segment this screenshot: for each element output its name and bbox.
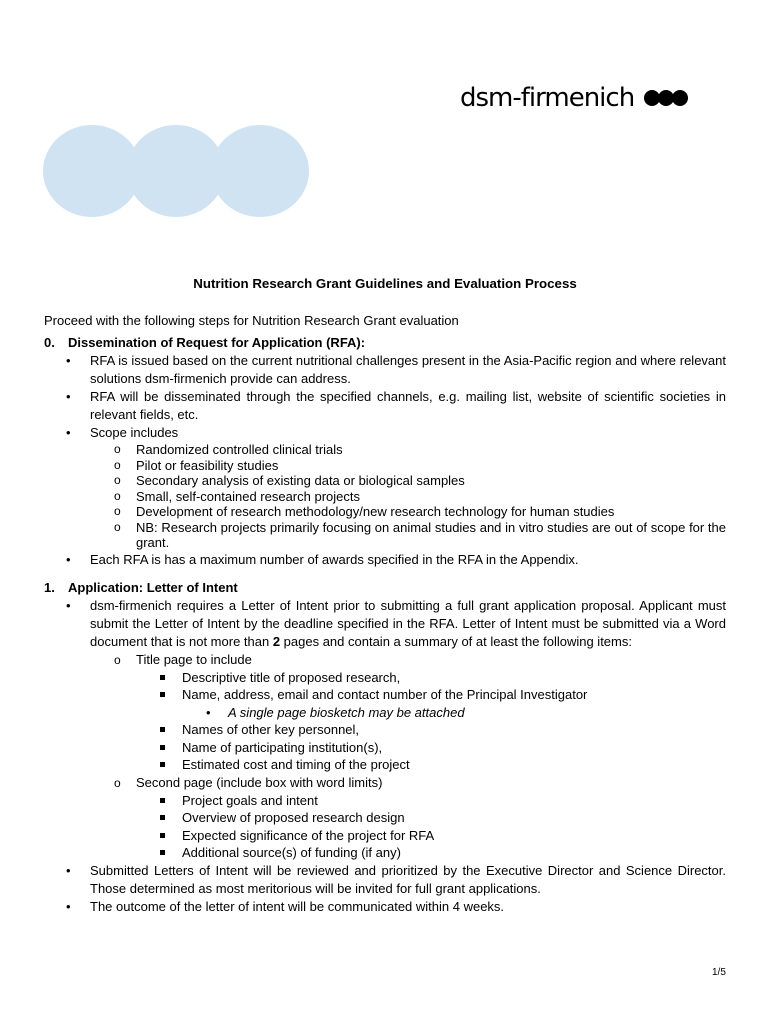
title-page-entry: Names of other key personnel,	[136, 721, 726, 739]
second-page-item	[90, 774, 726, 862]
scope-item: o Small, self-contained research projects	[90, 489, 726, 505]
section-0-list	[44, 352, 726, 569]
biosketch-note: • A single page biosketch may be attached	[182, 704, 726, 722]
title-page-item	[90, 651, 726, 774]
list-item	[44, 424, 726, 551]
second-page-entry: Overview of proposed research design	[136, 809, 726, 827]
circle-shape	[211, 125, 309, 217]
biosketch-list	[182, 704, 726, 722]
page-title: Nutrition Research Grant Guidelines and Evaluation Process	[193, 276, 577, 291]
scope-item: o Development of research methodology/new research technology for human studies	[90, 504, 726, 520]
logo-dots-icon	[644, 90, 688, 106]
scope-list	[90, 442, 726, 551]
scope-label: Scope includes	[90, 425, 179, 440]
page-number: 1/5	[712, 967, 726, 978]
second-page-entry: Additional source(s) of funding (if any)	[136, 844, 726, 862]
second-page-entry: Project goals and intent	[136, 792, 726, 810]
list-item	[44, 597, 726, 862]
loi-pages-list	[90, 651, 726, 862]
title-page-list	[136, 669, 726, 774]
scope-item: o Secondary analysis of existing data or biological samples	[90, 473, 726, 489]
second-page-entry: Expected significance of the project for RFA	[136, 827, 726, 845]
scope-item: o NB: Research projects primarily focusing on animal studies and in vitro studies are out of scope for the grant.	[90, 520, 726, 551]
company-logo	[460, 83, 688, 113]
list-item: • Submitted Letters of Intent will be reviewed and prioritized by the Executive Director and Science Director. Those determined as most meritorious will be invited for full grant applications.	[44, 862, 726, 898]
decorative-circles	[43, 125, 309, 217]
document-body	[44, 312, 726, 916]
second-page-list	[136, 792, 726, 862]
page-limit: 2	[272, 633, 281, 649]
section-title: Application: Letter of Intent	[68, 579, 238, 595]
loi-text-end: pages and contain a summary of at least the following items:	[280, 633, 632, 649]
title-page-entry	[136, 686, 726, 721]
title-page-entry: Estimated cost and timing of the project	[136, 756, 726, 774]
list-item: • Each RFA is has a maximum number of awards specified in the RFA in the Appendix.	[44, 551, 726, 569]
pi-details: Name, address, email and contact number of the Principal Investigator	[182, 687, 588, 702]
section-number: 1.	[44, 579, 55, 595]
section-0-heading	[44, 334, 726, 352]
scope-item: o Randomized controlled clinical trials	[90, 442, 726, 458]
section-1-heading	[44, 579, 726, 597]
list-item: • RFA is issued based on the current nutritional challenges present in the Asia-Pacific region and where relevant solutions dsm-firmenich provide can address.	[44, 352, 726, 388]
logo-text: dsm-firmenich	[460, 83, 635, 113]
list-item: • RFA will be disseminated through the specified channels, e.g. mailing list, website of scientific societies in relevant fields, etc.	[44, 388, 726, 424]
second-page-label: Second page (include box with word limits)	[136, 774, 383, 790]
section-1-list	[44, 597, 726, 916]
section-number: 0.	[44, 335, 55, 350]
loi-text-start: dsm-firmenich requires a Letter of Intent prior to submitting a full grant application proposal. Applicant must submit the Letter of Intent by the deadline specified in the RFA. Letter of Intent must be submitted via a Word document that is not more than	[90, 597, 726, 649]
title-page-entry: Name of participating institution(s),	[136, 739, 726, 757]
title-page-entry: Descriptive title of proposed research,	[136, 669, 726, 687]
intro-text: Proceed with the following steps for Nutrition Research Grant evaluation	[44, 313, 459, 328]
title-page-label: Title page to include	[136, 651, 252, 667]
scope-item: o Pilot or feasibility studies	[90, 458, 726, 474]
list-item: • The outcome of the letter of intent will be communicated within 4 weeks.	[44, 898, 726, 916]
section-title: Dissemination of Request for Application (RFA):	[68, 335, 366, 350]
